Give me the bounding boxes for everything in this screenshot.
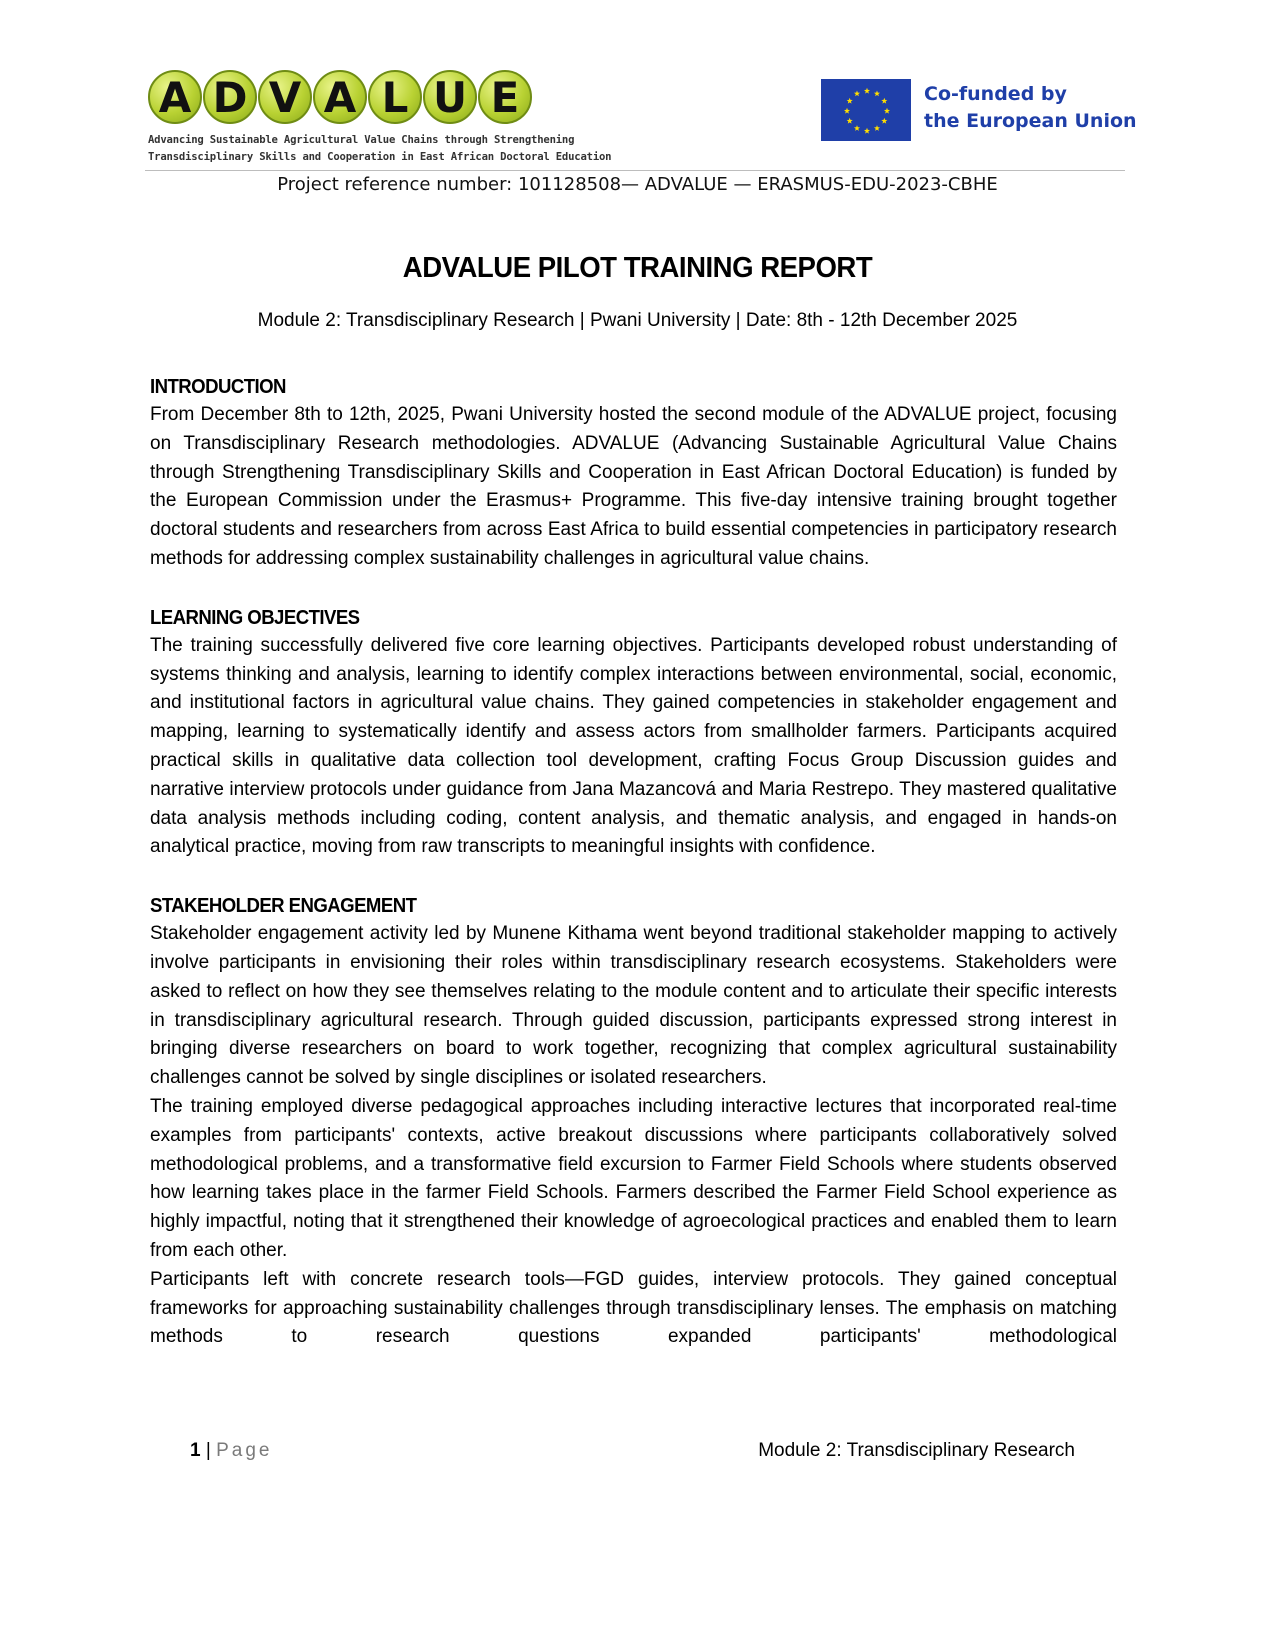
eu-star [844, 108, 850, 114]
page-label: Page [216, 1440, 273, 1461]
eu-cofunding-badge [820, 78, 1137, 142]
logo-letter: E [478, 70, 532, 124]
logo-tagline [148, 132, 612, 166]
eu-star [864, 128, 870, 134]
advalue-logo [148, 70, 612, 170]
logo-letter: D [203, 70, 257, 124]
eu-cofunded-text [924, 81, 1137, 135]
eu-star [874, 90, 880, 96]
project-reference: Project reference number: 101128508— ADVALUE — ERASMUS-EDU-2023-CBHE [277, 174, 998, 195]
logo-letter: U [423, 70, 477, 124]
eu-star [881, 98, 887, 104]
document-subtitle: Module 2: Transdisciplinary Research | Pwani University | Date: 8th - 12th December 2025 [257, 310, 1018, 331]
page-separator: | [205, 1440, 211, 1461]
stakeholder-engagement-heading: STAKEHOLDER ENGAGEMENT [150, 895, 417, 918]
page-footer-number [190, 1440, 272, 1462]
eu-star [847, 98, 853, 104]
eu-star [854, 125, 860, 131]
eu-line2: the European Union [924, 110, 1137, 132]
learning-objectives-paragraph: The training successfully delivered five core learning objectives. Participants developed robust understanding of systems thinking and analysis, learning to identify complex interactions between environmental, social, economic, and institutional factors in agricultural value chains. They gained competencies in stakeholder engagement and mapping, learning to systematically identify and assess actors from smallholder farmers. Participants acquired practical skills in qualitative data collection tool development, crafting Focus Group Discussion guides and narrative interview protocols under guidance from Jana Mazancová and Maria Restrepo. They mastered qualitative data analysis methods including coding, content analysis, and thematic analysis, and engaged in hands-on analytical practice, moving from raw transcripts to meaningful insights with confidence. [150, 634, 1117, 858]
page-number: 1 [190, 1440, 201, 1461]
introduction-paragraph: From December 8th to 12th, 2025, Pwani University hosted the second module of the ADVALUE project, focusing on Transdisciplinary Research methodologies. ADVALUE (Advancing Sustainable Agricultural Value Chains through Strengthening Transdisciplinary Skills and Cooperation in East African Doctoral Education) is funded by the European Commission under the Erasmus+ Programme. This five-day intensive training brought together doctoral students and researchers from across East Africa to build essential competencies in participatory research methods for addressing complex sustainability challenges in agricultural value chains. [150, 404, 1117, 569]
learning-objectives-heading: LEARNING OBJECTIVES [150, 606, 360, 629]
eu-star [874, 125, 880, 131]
eu-star [854, 90, 860, 96]
logo-letters [148, 70, 532, 134]
eu-flag-icon [820, 78, 912, 142]
footer-module-text: Module 2: Transdisciplinary Research [758, 1440, 1075, 1461]
logo-tagline-line2: Transdisciplinary Skills and Cooperation in East African Doctoral Education [148, 151, 612, 163]
introduction-heading: INTRODUCTION [150, 376, 286, 398]
logo-letter: A [148, 70, 202, 124]
stakeholder-paragraph-2: The training employed diverse pedagogical approaches including interactive lectures that incorporated real-time examples from participants' contexts, active breakout discussions where participants collaboratively solved methodological problems, and a transformative field excursion to Farmer Field Schools where students observed how learning takes place in the farmer Field Schools. Farmers described the Farmer Field School experience as highly impactful, noting that it strengthened their knowledge of agroecological practices and enabled them to learn from each other. [150, 1095, 1117, 1261]
logo-letter: V [258, 70, 312, 124]
document-title: ADVALUE PILOT TRAINING REPORT [402, 252, 873, 284]
document-body [150, 373, 1117, 1352]
logo-letter: L [368, 70, 422, 124]
eu-line1: Co-funded by [924, 83, 1067, 105]
eu-star [864, 88, 870, 94]
stakeholder-paragraph-3: Participants left with concrete research tools—FGD guides, interview protocols. They gained conceptual frameworks for approaching sustainability challenges through transdisciplinary lenses. The emphasis on matching methods to research questions expanded participants' methodological [150, 1268, 1117, 1348]
logo-letter: A [313, 70, 367, 124]
stakeholder-paragraph-1: Stakeholder engagement activity led by Munene Kithama went beyond traditional stakeholder mapping to actively involve participants in envisioning their roles within transdisciplinary research ecosystems. Stakeholders were asked to reflect on how they see themselves relating to the module content and to articulate their specific interests in transdisciplinary agricultural research. Through guided discussion, participants expressed strong interest in bringing diverse researchers on board to work together, recognizing that complex agricultural sustainability challenges cannot be solved by single disciplines or isolated researchers. [150, 923, 1117, 1089]
logo-tagline-line1: Advancing Sustainable Agricultural Value Chains through Strengthening [148, 134, 575, 146]
header-divider [145, 170, 1125, 171]
eu-star [847, 118, 853, 124]
eu-star [884, 108, 890, 114]
eu-star [881, 118, 887, 124]
